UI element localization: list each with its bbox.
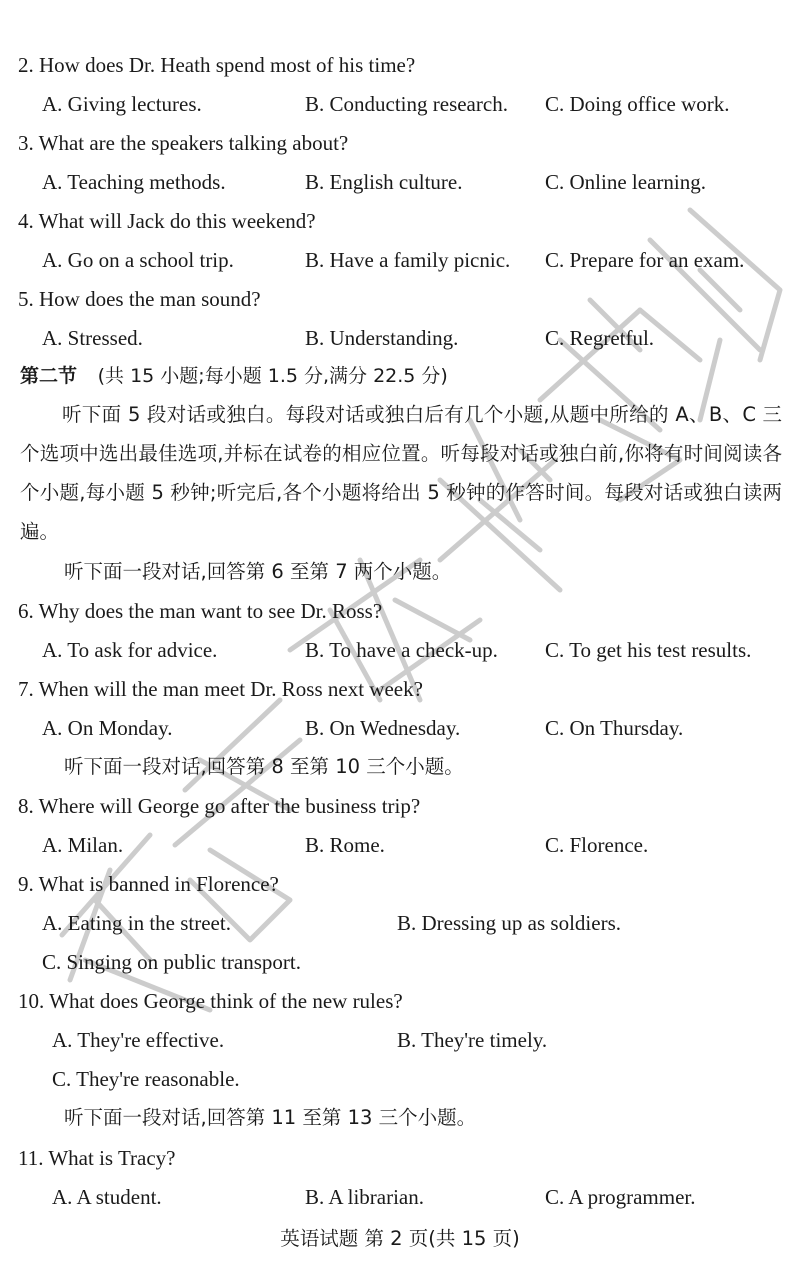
option-b: B. Rome. xyxy=(305,833,385,857)
option-b: B. Conducting research. xyxy=(305,92,508,116)
option-b: B. They're timely. xyxy=(397,1028,548,1052)
option-c: C. To get his test results. xyxy=(545,638,752,662)
option-c: C. Singing on public transport. xyxy=(42,950,301,974)
dialogue-intro: 听下面一段对话,回答第 6 至第 7 两个小题。 xyxy=(64,560,452,583)
option-a: A. Eating in the street. xyxy=(42,911,231,935)
option-b: B. English culture. xyxy=(305,170,463,194)
option-a: A. A student. xyxy=(52,1185,162,1209)
option-a: A. On Monday. xyxy=(42,716,173,740)
option-b: B. Have a family picnic. xyxy=(305,248,511,272)
option-c: C. On Thursday. xyxy=(545,716,684,740)
option-c: C. A programmer. xyxy=(545,1185,696,1209)
option-b: B. Dressing up as soldiers. xyxy=(397,911,621,935)
dialogue-intro: 听下面一段对话,回答第 11 至第 13 三个小题。 xyxy=(64,1106,477,1129)
question-stem: 2. How does Dr. Heath spend most of his time? xyxy=(18,53,416,77)
section-heading xyxy=(20,367,448,386)
question-stem: 11. What is Tracy? xyxy=(18,1146,176,1170)
question-stem: 8. Where will George go after the business trip? xyxy=(18,794,421,818)
option-b: B. A librarian. xyxy=(305,1185,424,1209)
option-a: A. Milan. xyxy=(42,833,124,857)
section-scoring: (共 15 小题;每小题 1.5 分,满分 22.5 分) xyxy=(97,365,448,387)
page-footer: 英语试题 第 2 页(共 15 页) xyxy=(280,1227,520,1250)
option-c: C. They're reasonable. xyxy=(52,1067,240,1091)
question-stem: 3. What are the speakers talking about? xyxy=(18,131,349,155)
dialogue-intro: 听下面一段对话,回答第 8 至第 10 三个小题。 xyxy=(64,755,464,778)
option-a: A. To ask for advice. xyxy=(42,638,218,662)
question-stem: 9. What is banned in Florence? xyxy=(18,872,279,896)
question-stem: 4. What will Jack do this weekend? xyxy=(18,209,316,233)
option-b: B. Understanding. xyxy=(305,326,459,350)
option-a: A. Teaching methods. xyxy=(42,170,226,194)
option-c: C. Prepare for an exam. xyxy=(545,248,745,272)
option-c: C. Regretful. xyxy=(545,326,655,350)
option-a: A. Stressed. xyxy=(42,326,143,350)
section-instructions: 听下面 5 段对话或独白。每段对话或独白后有几个小题,从题中所给的 A、B、C 三个选项中选出最佳选项,并标在试卷的相应位置。听每段对话或独白前,你将有时间阅读各个小题,每小题 5 秒钟;听完后,各个小题将给出 5 秒钟的作答时间。每段对话或独白读两遍。 xyxy=(20,403,782,543)
option-c: C. Online learning. xyxy=(545,170,706,194)
option-a: A. Go on a school trip. xyxy=(42,248,234,272)
question-stem: 5. How does the man sound? xyxy=(18,287,261,311)
question-stem: 10. What does George think of the new rules? xyxy=(18,989,403,1013)
option-a: A. They're effective. xyxy=(52,1028,225,1052)
question-stem: 6. Why does the man want to see Dr. Ross? xyxy=(18,599,383,623)
option-a: A. Giving lectures. xyxy=(42,92,202,116)
option-c: C. Florence. xyxy=(545,833,649,857)
section-title: 第二节 xyxy=(20,365,78,387)
option-b: B. To have a check-up. xyxy=(305,638,498,662)
option-b: B. On Wednesday. xyxy=(305,716,461,740)
option-c: C. Doing office work. xyxy=(545,92,730,116)
question-stem: 7. When will the man meet Dr. Ross next week? xyxy=(18,677,423,701)
